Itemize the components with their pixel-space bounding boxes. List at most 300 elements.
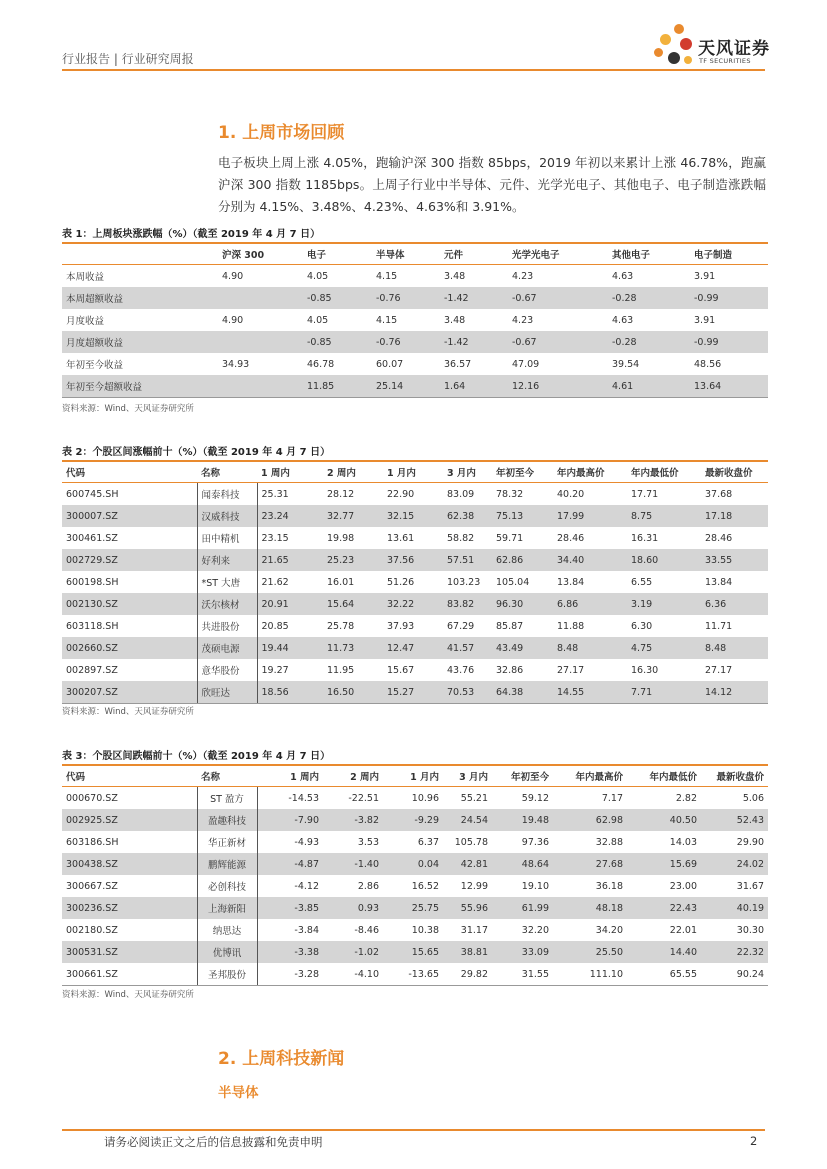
value-cell: 4.63: [612, 314, 634, 326]
value-cell: -3.28: [257, 963, 323, 986]
row-label-cell: 600198.SH: [66, 576, 119, 588]
value-cell: -7.90: [257, 809, 323, 831]
table-row: [62, 265, 768, 288]
value-cell: 70.53: [443, 681, 492, 704]
stock-name-cell: 盈趣科技: [197, 809, 257, 831]
table2-caption: 表 2：个股区间涨幅前十（%）（截至 2019 年 4 月 7 日）: [62, 447, 331, 458]
stock-name-cell: 优博讯: [197, 941, 257, 963]
column-header: 最新收盘价: [701, 461, 768, 483]
value-cell: 28.12: [327, 488, 355, 500]
value-cell: -0.85: [303, 287, 372, 309]
row-label-cell: 300667.SZ: [66, 880, 118, 892]
value-cell: -22.51: [348, 792, 379, 804]
value-cell: -0.28: [608, 331, 690, 353]
value-cell: 33.09: [492, 941, 553, 963]
value-cell: -0.67: [508, 331, 608, 353]
stock-name-cell: *ST 大唐: [197, 571, 257, 593]
stock-name-cell: 田中精机: [197, 527, 257, 549]
row-label-cell: 300438.SZ: [62, 853, 197, 875]
value-cell: 19.44: [257, 637, 323, 659]
row-label-cell: 603186.SH: [66, 836, 119, 848]
value-cell: 7.71: [627, 681, 701, 704]
table-row: [62, 549, 768, 571]
value-cell: 40.20: [557, 488, 585, 500]
column-header: 年内最低价: [627, 765, 701, 787]
logo-dot-icon: [660, 34, 671, 45]
value-cell: 25.14: [372, 375, 440, 398]
value-cell: -14.53: [288, 792, 319, 804]
value-cell: 31.55: [492, 963, 553, 986]
value-cell: 90.24: [701, 963, 768, 986]
stock-name-cell: 纳思达: [197, 919, 257, 941]
value-cell: 15.65: [383, 941, 443, 963]
value-cell: 60.07: [376, 358, 404, 370]
value-cell: 13.84: [557, 576, 585, 588]
value-cell: 20.91: [257, 593, 323, 615]
value-cell: 37.93: [387, 620, 415, 632]
table-body: [62, 787, 768, 986]
table-row: [62, 875, 768, 897]
column-header: 年内最高价: [553, 765, 627, 787]
value-cell: 52.43: [701, 809, 768, 831]
logo-dot-icon: [674, 24, 684, 34]
value-cell: 21.65: [257, 549, 323, 571]
value-cell: -0.67: [508, 287, 608, 309]
table-header-row: [62, 461, 768, 483]
row-label-cell: 002130.SZ: [62, 593, 197, 615]
table-row: [62, 919, 768, 941]
table-row: [62, 375, 768, 398]
section-title: 1. 上周市场回顾: [218, 123, 345, 143]
value-cell: 58.82: [447, 532, 475, 544]
value-cell: 12.47: [383, 637, 443, 659]
value-cell: 3.48: [444, 270, 466, 282]
row-label-cell: 000670.SZ: [66, 792, 118, 804]
value-cell: -1.40: [323, 853, 383, 875]
value-cell: 4.23: [512, 314, 534, 326]
value-cell: 29.82: [443, 963, 492, 986]
section2-title: 2. 上周科技新闻: [218, 1049, 345, 1069]
value-cell: -0.99: [690, 287, 768, 309]
value-cell: 42.81: [443, 853, 492, 875]
value-cell: 62.38: [443, 505, 492, 527]
value-cell: 3.48: [444, 314, 466, 326]
value-cell: 43.76: [447, 664, 475, 676]
header-breadcrumb: 行业报告 | 行业研究周报: [62, 52, 194, 66]
value-cell: 14.03: [669, 836, 697, 848]
column-header: 年内最低价: [627, 461, 701, 483]
company-logo: [652, 24, 772, 70]
value-cell: 17.71: [631, 488, 659, 500]
value-cell: 21.62: [261, 576, 289, 588]
table-row: [62, 527, 768, 549]
value-cell: 17.99: [553, 505, 627, 527]
table-row: [62, 897, 768, 919]
row-label-cell: 002729.SZ: [62, 549, 197, 571]
column-header: 1 周内: [257, 461, 323, 483]
column-header: 沪深 300: [218, 243, 303, 265]
footer-divider: [62, 1129, 765, 1131]
table-row: [62, 853, 768, 875]
value-cell: 39.54: [612, 358, 640, 370]
value-cell: 55.96: [443, 897, 492, 919]
value-cell: 34.40: [553, 549, 627, 571]
stock-name-cell: 沃尔核材: [197, 593, 257, 615]
stock-name-cell: 欣旺达: [197, 681, 257, 704]
row-label-cell: 年初至今收益: [66, 360, 124, 371]
logo-dot-icon: [668, 52, 680, 64]
logo-name-cn: 天风证券: [698, 39, 770, 59]
value-cell: 16.01: [327, 576, 355, 588]
value-cell: 10.96: [411, 792, 439, 804]
value-cell: 22.43: [627, 897, 701, 919]
value-cell: 78.32: [496, 488, 524, 500]
stock-name-cell: 共进股份: [197, 615, 257, 637]
value-cell: 8.48: [701, 637, 768, 659]
value-cell: -13.65: [383, 963, 443, 986]
value-cell: 14.12: [701, 681, 768, 704]
column-header: 光学光电子: [508, 243, 608, 265]
value-cell: 15.27: [383, 681, 443, 704]
column-header: 元件: [440, 243, 508, 265]
value-cell: 19.98: [327, 532, 355, 544]
column-header: 最新收盘价: [701, 765, 768, 787]
value-cell: 32.88: [595, 836, 623, 848]
value-cell: 40.19: [701, 897, 768, 919]
stock-name-cell: 汉威科技: [197, 505, 257, 527]
value-cell: 13.84: [705, 576, 733, 588]
row-label-cell: 本周收益: [66, 272, 105, 283]
value-cell: 27.68: [553, 853, 627, 875]
value-cell: [218, 331, 303, 353]
table1-source: 资料来源：Wind、天风证券研究所: [62, 404, 194, 414]
value-cell: 11.71: [705, 620, 733, 632]
stock-name-cell: 鹏辉能源: [197, 853, 257, 875]
value-cell: 23.00: [669, 880, 697, 892]
column-header: 电子: [303, 243, 372, 265]
value-cell: 48.56: [694, 358, 722, 370]
column-header: 年内最高价: [553, 461, 627, 483]
value-cell: -3.85: [257, 897, 323, 919]
stock-name-cell: 闻泰科技: [197, 483, 257, 506]
value-cell: 6.37: [417, 836, 439, 848]
value-cell: 3.53: [357, 836, 379, 848]
column-header: 1 月内: [383, 461, 443, 483]
value-cell: 16.52: [411, 880, 439, 892]
value-cell: 83.09: [447, 488, 475, 500]
value-cell: 7.17: [601, 792, 623, 804]
column-header: 电子制造: [690, 243, 768, 265]
top-losers-table: [62, 764, 768, 986]
value-cell: 10.38: [411, 924, 439, 936]
value-cell: 57.51: [443, 549, 492, 571]
value-cell: -4.12: [294, 880, 319, 892]
value-cell: 15.69: [627, 853, 701, 875]
table-row: [62, 787, 768, 810]
value-cell: 28.46: [705, 532, 733, 544]
column-header: 名称: [197, 765, 257, 787]
value-cell: 12.16: [508, 375, 608, 398]
value-cell: 12.99: [460, 880, 488, 892]
value-cell: 4.05: [307, 270, 329, 282]
value-cell: 55.21: [460, 792, 488, 804]
row-label-cell: 月度超额收益: [62, 331, 218, 353]
row-label-cell: 月度收益: [66, 316, 105, 327]
value-cell: 41.57: [443, 637, 492, 659]
table-row: [62, 571, 768, 593]
stock-name-cell: 意华股份: [197, 659, 257, 681]
table-header-row: [62, 765, 768, 787]
section2-subtitle: 半导体: [218, 1085, 259, 1101]
stock-name-cell: 好利来: [197, 549, 257, 571]
value-cell: 13.61: [387, 532, 415, 544]
value-cell: 0.93: [323, 897, 383, 919]
stock-name-cell: 必创科技: [197, 875, 257, 897]
value-cell: 4.05: [307, 314, 329, 326]
value-cell: 85.87: [496, 620, 524, 632]
value-cell: -4.10: [323, 963, 383, 986]
column-header: 2 周内: [323, 765, 383, 787]
value-cell: 11.88: [557, 620, 585, 632]
stock-name-cell: 茂硕电源: [197, 637, 257, 659]
value-cell: 19.27: [261, 664, 289, 676]
value-cell: 4.61: [608, 375, 690, 398]
table-row: [62, 659, 768, 681]
value-cell: 28.46: [557, 532, 585, 544]
value-cell: 6.30: [631, 620, 653, 632]
value-cell: 38.81: [443, 941, 492, 963]
table1-caption: 表 1：上周板块涨跌幅（%）（截至 2019 年 4 月 7 日）: [62, 229, 321, 240]
column-header: 代码: [62, 461, 197, 483]
value-cell: -4.87: [257, 853, 323, 875]
table-row: [62, 637, 768, 659]
value-cell: 22.90: [387, 488, 415, 500]
value-cell: [218, 375, 303, 398]
row-label-cell: 300461.SZ: [66, 532, 118, 544]
table-row: [62, 505, 768, 527]
value-cell: 24.54: [443, 809, 492, 831]
value-cell: 8.48: [553, 637, 627, 659]
section-paragraph: 电子板块上周上涨 4.05%，跑输沪深 300 指数 85bps，2019 年初以来累计上涨 46.78%，跑赢沪深 300 指数 1185bps。上周子行业中半导体、元件、光学光电子、其他电子、电子制造涨跌幅分别为 4.15%、3.48%、4.23%、4.63%和 3.91%。: [218, 155, 766, 214]
value-cell: 27.17: [705, 664, 733, 676]
row-label-cell: 300531.SZ: [62, 941, 197, 963]
row-label-cell: 本周超额收益: [62, 287, 218, 309]
top-gainers-table: [62, 460, 768, 704]
value-cell: 4.15: [376, 270, 398, 282]
page-number: 2: [750, 1134, 758, 1148]
table-row: [62, 941, 768, 963]
value-cell: 105.04: [496, 576, 530, 588]
value-cell: 15.67: [387, 664, 415, 676]
value-cell: 25.23: [323, 549, 383, 571]
value-cell: 36.57: [444, 358, 472, 370]
column-header: 代码: [62, 765, 197, 787]
value-cell: 14.40: [627, 941, 701, 963]
value-cell: 96.30: [492, 593, 553, 615]
logo-dot-icon: [654, 48, 663, 57]
value-cell: 32.86: [496, 664, 524, 676]
row-label-cell: 603118.SH: [66, 620, 119, 632]
value-cell: 5.06: [742, 792, 764, 804]
value-cell: 19.10: [521, 880, 549, 892]
value-cell: 37.56: [383, 549, 443, 571]
value-cell: -0.28: [608, 287, 690, 309]
value-cell: 0.04: [383, 853, 443, 875]
stock-name-cell: ST 盈方: [197, 787, 257, 810]
value-cell: -4.93: [294, 836, 319, 848]
value-cell: -1.42: [440, 287, 508, 309]
value-cell: 111.10: [553, 963, 627, 986]
row-label-cell: 300207.SZ: [62, 681, 197, 704]
value-cell: 4.90: [222, 314, 244, 326]
value-cell: 14.55: [553, 681, 627, 704]
value-cell: -0.99: [690, 331, 768, 353]
logo-dot-icon: [680, 38, 692, 50]
column-header: 半导体: [372, 243, 440, 265]
value-cell: 47.09: [512, 358, 540, 370]
value-cell: -8.46: [354, 924, 379, 936]
value-cell: 33.55: [701, 549, 768, 571]
value-cell: 25.50: [553, 941, 627, 963]
value-cell: 23.24: [257, 505, 323, 527]
row-label-cell: 300236.SZ: [62, 897, 197, 919]
stock-name-cell: 圣邦股份: [197, 963, 257, 986]
value-cell: -1.42: [440, 331, 508, 353]
value-cell: 11.73: [323, 637, 383, 659]
value-cell: 11.95: [327, 664, 355, 676]
value-cell: 6.55: [631, 576, 653, 588]
value-cell: 24.02: [701, 853, 768, 875]
row-label-cell: 002180.SZ: [66, 924, 118, 936]
table-row: [62, 331, 768, 353]
value-cell: -3.38: [257, 941, 323, 963]
column-header: 2 周内: [323, 461, 383, 483]
row-label-cell: 600745.SH: [66, 488, 119, 500]
logo-dot-icon: [684, 56, 692, 64]
stock-name-cell: 上海新阳: [197, 897, 257, 919]
value-cell: 25.31: [261, 488, 289, 500]
value-cell: -1.02: [323, 941, 383, 963]
column-header: 1 周内: [257, 765, 323, 787]
column-header: 其他电子: [608, 243, 690, 265]
table-header-row: [62, 243, 768, 265]
table-row: [62, 593, 768, 615]
value-cell: 59.12: [521, 792, 549, 804]
value-cell: 16.31: [631, 532, 659, 544]
stock-name-cell: 华正新材: [197, 831, 257, 853]
value-cell: -0.85: [303, 331, 372, 353]
value-cell: -0.76: [372, 331, 440, 353]
value-cell: 4.15: [376, 314, 398, 326]
value-cell: 22.32: [701, 941, 768, 963]
value-cell: 22.01: [669, 924, 697, 936]
value-cell: 25.78: [327, 620, 355, 632]
value-cell: 6.36: [701, 593, 768, 615]
value-cell: -3.84: [294, 924, 319, 936]
table3-caption: 表 3：个股区间跌幅前十（%）（截至 2019 年 4 月 7 日）: [62, 751, 331, 762]
column-header: 年初至今: [492, 765, 553, 787]
value-cell: 43.49: [492, 637, 553, 659]
value-cell: 16.30: [631, 664, 659, 676]
value-cell: -0.76: [372, 287, 440, 309]
column-header: [62, 243, 218, 265]
value-cell: 4.75: [627, 637, 701, 659]
value-cell: 8.75: [627, 505, 701, 527]
value-cell: 61.99: [492, 897, 553, 919]
value-cell: -3.82: [323, 809, 383, 831]
value-cell: 4.90: [222, 270, 244, 282]
table3-source: 资料来源：Wind、天风证券研究所: [62, 990, 194, 1000]
value-cell: 13.64: [690, 375, 768, 398]
value-cell: 2.82: [675, 792, 697, 804]
value-cell: 3.91: [694, 270, 716, 282]
value-cell: 97.36: [521, 836, 549, 848]
value-cell: 3.19: [627, 593, 701, 615]
value-cell: 65.55: [627, 963, 701, 986]
value-cell: 34.93: [222, 358, 250, 370]
value-cell: -9.29: [383, 809, 443, 831]
value-cell: 19.48: [492, 809, 553, 831]
value-cell: 18.56: [257, 681, 323, 704]
value-cell: 32.22: [383, 593, 443, 615]
value-cell: 75.13: [492, 505, 553, 527]
value-cell: 4.23: [512, 270, 534, 282]
row-label-cell: 002897.SZ: [66, 664, 118, 676]
value-cell: 20.85: [261, 620, 289, 632]
row-label-cell: 002660.SZ: [62, 637, 197, 659]
value-cell: 29.90: [736, 836, 764, 848]
value-cell: 15.64: [323, 593, 383, 615]
column-header: 名称: [197, 461, 257, 483]
value-cell: 59.71: [496, 532, 524, 544]
value-cell: 31.17: [460, 924, 488, 936]
value-cell: 23.15: [261, 532, 289, 544]
row-label-cell: 300007.SZ: [62, 505, 197, 527]
value-cell: 4.63: [612, 270, 634, 282]
value-cell: 105.78: [454, 836, 488, 848]
value-cell: 46.78: [307, 358, 335, 370]
value-cell: 30.30: [736, 924, 764, 936]
table-body: [62, 265, 768, 398]
value-cell: 32.15: [383, 505, 443, 527]
table-row: [62, 831, 768, 853]
table2-source: 资料来源：Wind、天风证券研究所: [62, 707, 194, 717]
column-header: 3 月内: [443, 765, 492, 787]
value-cell: 2.86: [357, 880, 379, 892]
value-cell: 32.77: [323, 505, 383, 527]
value-cell: 37.68: [705, 488, 733, 500]
value-cell: 67.29: [447, 620, 475, 632]
value-cell: 18.60: [627, 549, 701, 571]
value-cell: 40.50: [627, 809, 701, 831]
row-label-cell: 年初至今超额收益: [62, 375, 218, 398]
value-cell: 48.18: [553, 897, 627, 919]
value-cell: 83.82: [443, 593, 492, 615]
sector-returns-table: [62, 242, 768, 398]
table-row: [62, 309, 768, 331]
table-row: [62, 681, 768, 704]
value-cell: 62.86: [492, 549, 553, 571]
value-cell: 64.38: [492, 681, 553, 704]
logo-name-en: TF SECURITIES: [699, 57, 751, 65]
table-row: [62, 287, 768, 309]
table-body: [62, 483, 768, 704]
value-cell: 32.20: [521, 924, 549, 936]
value-cell: 62.98: [553, 809, 627, 831]
value-cell: 6.86: [553, 593, 627, 615]
value-cell: 34.20: [595, 924, 623, 936]
table-row: [62, 483, 768, 506]
